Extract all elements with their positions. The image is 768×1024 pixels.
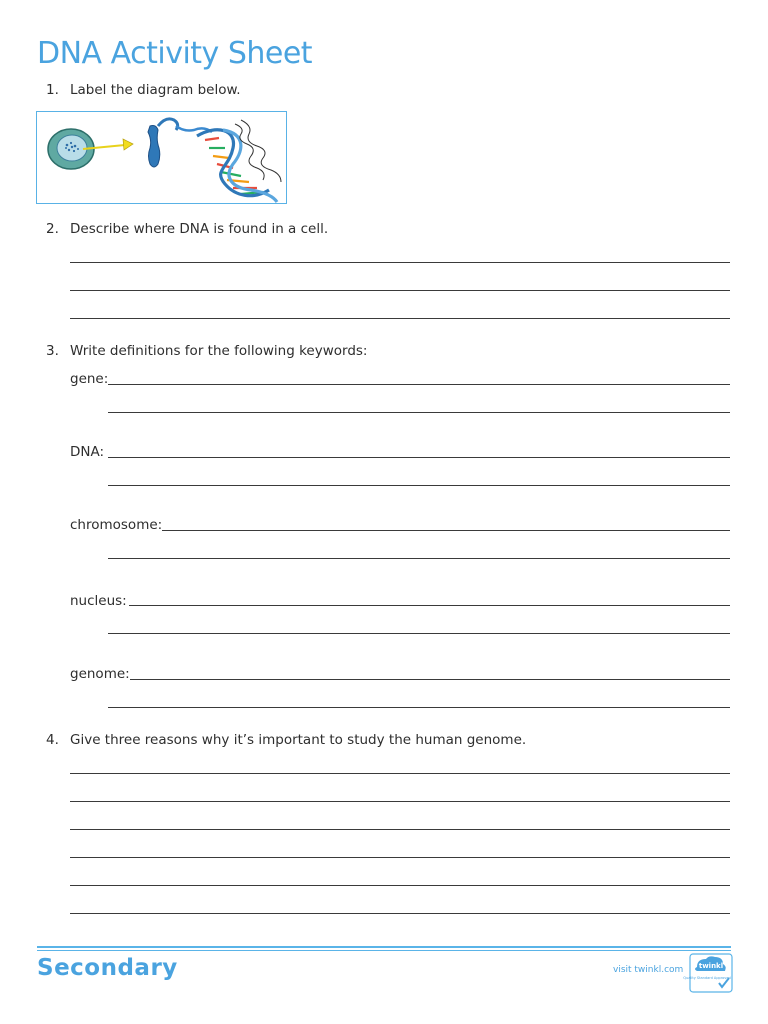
twinkl-badge-icon xyxy=(683,953,733,993)
dna-diagram xyxy=(36,111,287,204)
definition-line[interactable] xyxy=(108,558,730,559)
answer-line[interactable] xyxy=(70,773,730,774)
footer-visit-link[interactable]: visit twinkl.com xyxy=(613,965,684,975)
question-number: 1. xyxy=(46,82,59,98)
answer-line[interactable] xyxy=(70,857,730,858)
question-text: Label the diagram below. xyxy=(70,82,241,98)
question-text: Write definitions for the following keywords: xyxy=(70,343,368,359)
question-text: Describe where DNA is found in a cell. xyxy=(70,221,329,237)
question-number: 3. xyxy=(46,343,59,359)
definition-line[interactable] xyxy=(108,633,730,634)
keyword-dna: DNA: xyxy=(70,444,105,460)
keyword-gene: gene: xyxy=(70,371,109,387)
definition-line[interactable] xyxy=(108,457,730,458)
badge-sub-text: Quality Standard Approved xyxy=(683,976,731,980)
footer-divider xyxy=(37,946,731,948)
definition-line[interactable] xyxy=(162,530,730,531)
answer-line[interactable] xyxy=(70,829,730,830)
question-number: 2. xyxy=(46,221,59,237)
footer-divider-thin xyxy=(37,950,731,951)
badge-brand-text: twinkl xyxy=(698,962,724,970)
keyword-genome: genome: xyxy=(70,666,130,682)
answer-line[interactable] xyxy=(70,262,730,263)
answer-line[interactable] xyxy=(70,801,730,802)
definition-line[interactable] xyxy=(108,485,730,486)
definition-line[interactable] xyxy=(130,679,730,680)
answer-line[interactable] xyxy=(70,318,730,319)
definition-line[interactable] xyxy=(129,605,730,606)
definition-line[interactable] xyxy=(108,384,730,385)
footer-brand: Secondary xyxy=(37,955,178,981)
answer-line[interactable] xyxy=(70,885,730,886)
dna-illustration-icon xyxy=(37,112,288,205)
definition-line[interactable] xyxy=(108,707,730,708)
definition-line[interactable] xyxy=(108,412,730,413)
answer-line[interactable] xyxy=(70,913,730,914)
answer-line[interactable] xyxy=(70,290,730,291)
keyword-chromosome: chromosome: xyxy=(70,517,163,533)
page-title: DNA Activity Sheet xyxy=(37,36,313,71)
question-number: 4. xyxy=(46,732,59,748)
question-text: Give three reasons why it’s important to study the human genome. xyxy=(70,732,527,748)
keyword-nucleus: nucleus: xyxy=(70,593,127,609)
